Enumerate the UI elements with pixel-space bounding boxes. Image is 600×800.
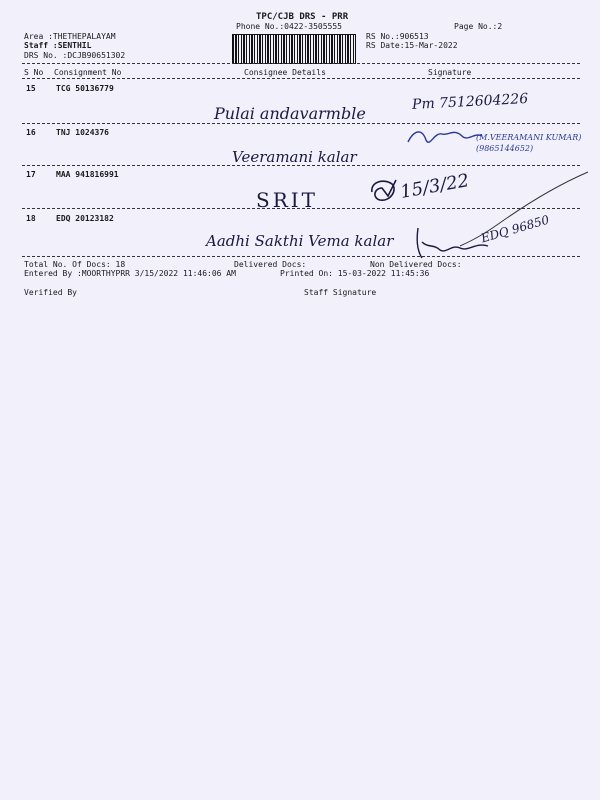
staff-label: Staff :SENTHIL xyxy=(24,41,92,50)
total-docs: Total No. Of Docs: 18 xyxy=(24,260,126,269)
divider xyxy=(22,123,580,124)
rs-date: RS Date:15-Mar-2022 xyxy=(366,41,458,50)
barcode xyxy=(232,34,356,64)
area-label: Area :THETHEPALAYAM xyxy=(24,32,116,41)
verified-by-label: Verified By xyxy=(24,288,77,297)
signature-scribble xyxy=(366,176,400,206)
page-number: Page No.:2 xyxy=(454,22,503,31)
entered-by: Entered By :MOORTHYPRR 3/15/2022 11:46:06 AM xyxy=(24,269,236,278)
divider xyxy=(22,208,580,209)
printed-on: Printed On: 15-03-2022 11:45:36 xyxy=(280,269,430,278)
document-title: TPC/CJB DRS - PRR xyxy=(256,12,349,22)
table-row-consignee-handwriting: Aadhi Sakthi Vema kalar xyxy=(206,232,394,250)
table-row-consignee-handwriting: Veeramani kalar xyxy=(232,148,357,166)
table-row-sno: 15 xyxy=(26,84,36,93)
table-row-signature-handwriting: (M.VEERAMANI KUMAR) (9865144652) xyxy=(476,133,582,153)
table-row-sno: 18 xyxy=(26,214,36,223)
divider xyxy=(22,165,580,166)
non-delivered-docs: Non Delivered Docs: xyxy=(370,260,462,269)
table-row-sno: 16 xyxy=(26,128,36,137)
table-row-consignment: TNJ 1024376 xyxy=(56,128,109,137)
drs-number: DRS No. :DCJB90651302 xyxy=(24,51,126,60)
table-row-signature-handwriting: EDQ 96850 xyxy=(479,212,551,246)
col-header-consignment: Consignment No xyxy=(54,68,122,77)
table-row-signature-handwriting: Pm 7512604226 xyxy=(411,90,529,114)
table-row-consignee-handwriting: Pulai andavarmble xyxy=(214,104,366,123)
table-row-signature-handwriting: 15/3/22 xyxy=(398,170,471,203)
col-header-sno: S No xyxy=(24,68,44,77)
col-header-consignee: Consignee Details xyxy=(244,68,326,77)
table-row-sno: 17 xyxy=(26,170,36,179)
table-row-consignee-handwriting: SRIT xyxy=(256,188,318,212)
divider xyxy=(22,78,580,79)
table-row-consignment: EDQ 20123182 xyxy=(56,214,114,223)
signature-scribble xyxy=(404,124,484,150)
col-header-signature: Signature xyxy=(428,68,472,77)
rs-number: RS No.:906513 xyxy=(366,32,429,41)
staff-signature-label: Staff Signature xyxy=(304,288,377,297)
delivered-docs: Delivered Docs: xyxy=(234,260,307,269)
table-row-consignment: TCG 50136779 xyxy=(56,84,114,93)
divider xyxy=(22,256,580,257)
divider xyxy=(22,63,580,64)
table-row-consignment: MAA 941816991 xyxy=(56,170,119,179)
phone-number: Phone No.:0422-3505555 xyxy=(236,22,342,31)
